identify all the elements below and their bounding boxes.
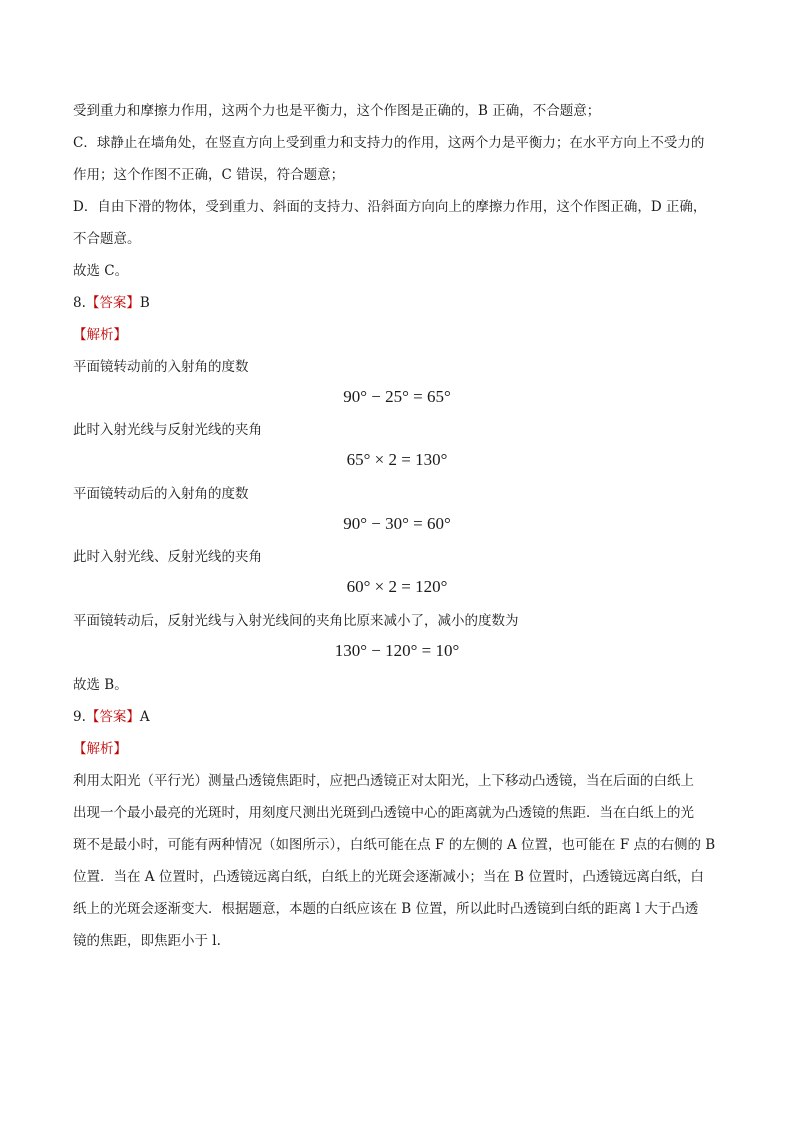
q8-answer-tag: 【答案】 [85, 295, 140, 311]
q8-step4-text: 此时入射光线、反射光线的夹角 [73, 549, 262, 565]
q8-formula-3: 90° − 30° = 60° [343, 514, 451, 533]
q8-step1-text: 平面镜转动前的入射角的度数 [73, 359, 249, 375]
q8-step5-text: 平面镜转动后，反射光线与入射光线间的夹角比原来减小了，减小的度数为 [73, 613, 519, 629]
q8-step3-text: 平面镜转动后的入射角的度数 [73, 486, 249, 502]
q9-paragraph-line-2: 出现一个最小最亮的光斑时，用刻度尺测出光斑到凸透镜中心的距离就为凸透镜的焦距．当在白纸上的光 [73, 805, 694, 821]
q9-paragraph-line-4: 位置．当在 A 位置时，凸透镜远离白纸，白纸上的光斑会逐渐减小；当在 B 位置时，凸透镜远离白纸，白 [73, 869, 704, 885]
text-line-c-continued: 作用；这个作图不正确，C 错误，符合题意； [73, 167, 345, 183]
q8-formula-2: 65° × 2 = 130° [346, 450, 448, 469]
q8-number: 8. [73, 295, 86, 311]
q8-formula-1: 90° − 25° = 65° [343, 387, 451, 406]
q8-answer: B [139, 295, 150, 311]
q9-paragraph-line-1: 利用太阳光（平行光）测量凸透镜焦距时，应把凸透镜正对太阳光，上下移动凸透镜，当在后面的白纸上 [73, 773, 694, 789]
q9-analysis-tag: 【解析】 [73, 741, 127, 757]
text-line-d-continued: 不合题意。 [73, 231, 141, 247]
q9-paragraph-line-3: 斑不是最小时，可能有两种情况（如图所示），白纸可能在点 F 的左侧的 A 位置，也可能在 F 点的右侧的 B [73, 837, 716, 853]
q8-formula-5: 130° − 120° = 10° [334, 641, 460, 660]
q9-answer-line [73, 708, 733, 726]
q9-number: 9. [73, 709, 86, 725]
q7-conclusion: 故选 C。 [73, 263, 129, 279]
text-line-d-option: D．自由下滑的物体，受到重力、斜面的支持力、沿斜面方向向上的摩擦力作用，这个作图正确，D 正确， [73, 199, 707, 215]
q8-answer-line [73, 294, 733, 312]
q9-paragraph-line-5: 纸上的光斑会逐渐变大．根据题意，本题的白纸应该在 B 位置，所以此时凸透镜到白纸的距离 l 大于凸透 [73, 901, 699, 917]
q8-analysis-tag: 【解析】 [73, 327, 127, 343]
q8-conclusion: 故选 B。 [73, 677, 128, 693]
q9-answer: A [139, 709, 150, 725]
q9-paragraph-line-6: 镜的焦距，即焦距小于 l. [73, 933, 221, 949]
text-line-c-option: C．球静止在墙角处，在竖直方向上受到重力和支持力的作用，这两个力是平衡力；在水平方向上不受力的 [73, 135, 705, 151]
text-line-b-conclusion: 受到重力和摩擦力作用，这两个力也是平衡力，这个作图是正确的，B 正确，不合题意； [73, 103, 601, 119]
q8-step2-text: 此时入射光线与反射光线的夹角 [73, 422, 262, 438]
q9-answer-tag: 【答案】 [85, 709, 140, 725]
q8-formula-4: 60° × 2 = 120° [346, 577, 448, 596]
